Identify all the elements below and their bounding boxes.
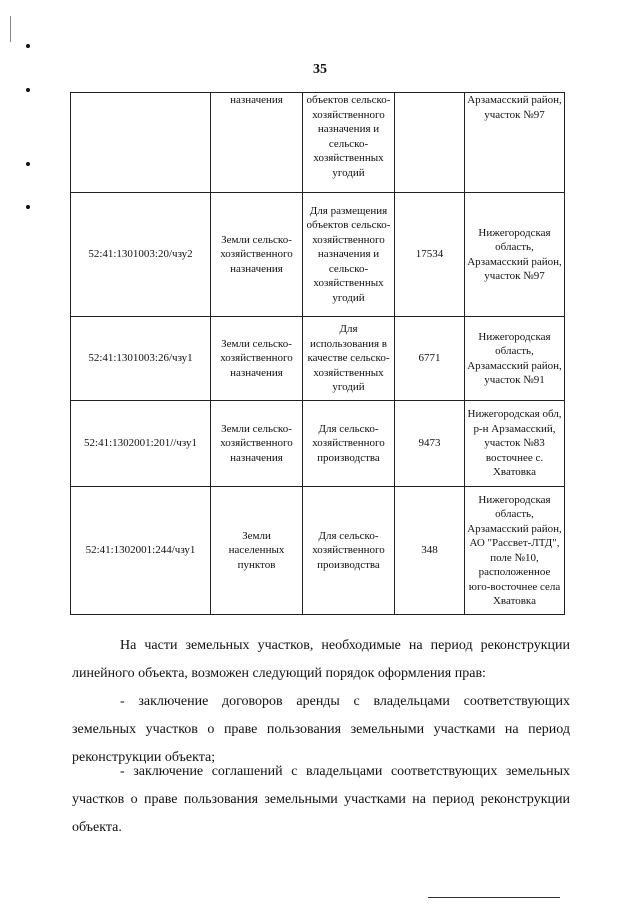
margin-dot — [26, 88, 30, 92]
area-cell — [395, 93, 465, 193]
body-paragraph: - заключение соглашений с владельцами соответствующих земельных участков о праве пользования земельными участками на период реконструкции объекта. — [72, 764, 570, 835]
margin-dot — [26, 44, 30, 48]
permitted-use-cell: Для сельско-хозяйственного производства — [303, 401, 395, 487]
margin-dot — [26, 205, 30, 209]
cadastral-number-cell: 52:41:1302001:244/чзу1 — [71, 487, 211, 615]
footer-rule — [428, 897, 560, 898]
permitted-use-cell: Для использования в качестве сельско-хозяйственных угодий — [303, 317, 395, 401]
land-plots-table — [70, 92, 565, 615]
table-row — [71, 401, 565, 487]
body-paragraph: На части земельных участков, необходимые на период реконструкции линейного объекта, возможен следующий порядок оформления прав: — [72, 638, 570, 681]
location-cell: Арзамасский район, участок №97 — [465, 93, 565, 193]
table-row — [71, 93, 565, 193]
land-category-cell: Земли населенных пунктов — [211, 487, 303, 615]
cadastral-number-cell — [71, 93, 211, 193]
land-category-cell: Земли сельско-хозяйственного назначения — [211, 401, 303, 487]
area-cell: 17534 — [395, 193, 465, 317]
area-cell: 9473 — [395, 401, 465, 487]
land-category-cell: назначения — [211, 93, 303, 193]
margin-dot — [26, 162, 30, 166]
location-cell: Нижегородская область, Арзамасский район, АО "Рассвет-ЛТД", поле №10, расположенное юго-восточнее села Хватовка — [465, 487, 565, 615]
table-row — [71, 193, 565, 317]
cadastral-number-cell: 52:41:1302001:201//чзу1 — [71, 401, 211, 487]
land-category-cell: Земли сельско-хозяйственного назначения — [211, 317, 303, 401]
permitted-use-cell: Для сельско-хозяйственного производства — [303, 487, 395, 615]
table-row — [71, 317, 565, 401]
table-row — [71, 487, 565, 615]
margin-line — [10, 16, 11, 42]
cadastral-number-cell: 52:41:1301003:26/чзу1 — [71, 317, 211, 401]
permitted-use-cell: объектов сельско-хозяйственного назначения и сельско-хозяйственных угодий — [303, 93, 395, 193]
page-number: 35 — [313, 62, 327, 77]
land-category-cell: Земли сельско-хозяйственного назначения — [211, 193, 303, 317]
location-cell: Нижегородская область, Арзамасский район, участок №91 — [465, 317, 565, 401]
permitted-use-cell: Для размещения объектов сельско-хозяйственного назначения и сельско-хозяйственных угодий — [303, 193, 395, 317]
body-paragraph: - заключение договоров аренды с владельцами соответствующих земельных участков о праве пользования земельными участками на период реконструкции объекта; — [72, 694, 570, 765]
location-cell: Нижегородская область, Арзамасский район, участок №97 — [465, 193, 565, 317]
cadastral-number-cell: 52:41:1301003:20/чзу2 — [71, 193, 211, 317]
area-cell: 6771 — [395, 317, 465, 401]
location-cell: Нижегородская обл, р-н Арзамасский, участок №83 восточнее с. Хватовка — [465, 401, 565, 487]
area-cell: 348 — [395, 487, 465, 615]
